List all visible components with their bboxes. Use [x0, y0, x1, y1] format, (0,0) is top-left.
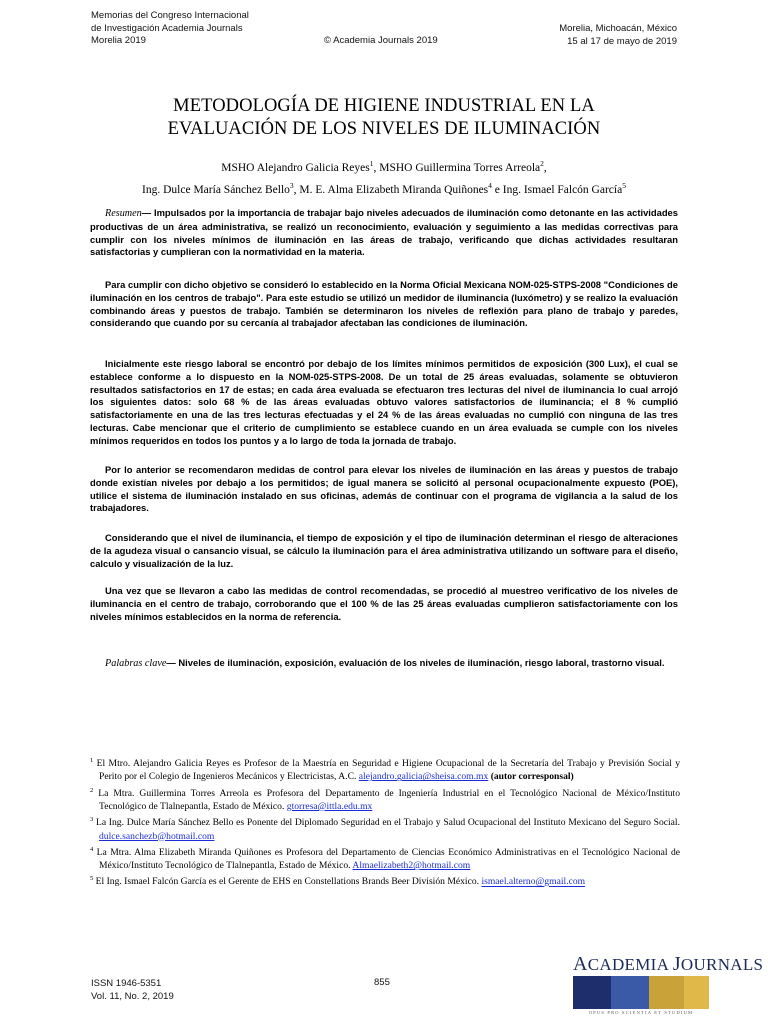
- footnotes: [90, 754, 680, 889]
- footnote-number: 3: [90, 816, 94, 824]
- title-line-2: EVALUACIÓN DE LOS NIVELES DE ILUMINACIÓN: [167, 119, 601, 139]
- keywords-lead: Palabras clave: [105, 658, 167, 669]
- footnote-number: 1: [90, 757, 94, 764]
- abstract-paragraph-5: Considerando que el nivel de iluminancia, el tiempo de exposición y el tipo de iluminación determinan el riesgo de alteraciones de la agudeza visual o cansancio visual, se cálculo la iluminación para el área administrativa utilizando un software para el diseño, calculo y visualización de la luz.: [90, 532, 678, 569]
- author-affiliation-mark: 5: [622, 180, 626, 190]
- footnote-number: 2: [90, 786, 94, 794]
- email-link[interactable]: dulce.sanchezb@hotmail.com: [99, 830, 215, 842]
- email-link[interactable]: gtorresa@ittla.edu.mx: [286, 800, 373, 812]
- logo-bar-segment: [611, 976, 649, 1009]
- running-header-left: [91, 10, 249, 48]
- keywords-text: — Niveles de iluminación, exposición, evaluación de los niveles de iluminación, riesgo laboral, trastorno visual.: [166, 657, 665, 668]
- email-link[interactable]: Almaelizabeth2@hotmail.com: [352, 860, 471, 872]
- paper-title: [60, 95, 708, 141]
- abstract-paragraph-3: Inicialmente este riesgo laboral se encontró por debajo de los límites mínimos permitidos de exposición (300 Lux), el cual se establece conforme a lo dispuesto en la NOM-025-STPS-2008. De un total de 25 áreas evaluadas, solamente se obtuvieron resultados satisfactorios en 17 de estas; en cada área evaluada se efectuaron tres lecturas del nivel de iluminancia lo cual arrojó los siguientes datos: solo 68 % de las áreas evaluadas obtuvo valores satisfactorios de iluminancia; el 8 % cumplió satisfactoriamente en una de las tres lecturas efectuadas y el 24 % de las áreas evaluadas no cumplió con ninguna de las tres lecturas. Cabe mencionar que el criterio de cumplimiento se establece cuando en un área evaluada se cumple con los niveles mínimos requeridos en todos los puntos y a lo largo de toda la jornada de trabajo.: [90, 358, 678, 446]
- title-line-1: METODOLOGÍA DE HIGIENE INDUSTRIAL EN LA: [173, 96, 595, 116]
- academia-journals-logo: [573, 953, 764, 1015]
- logo-color-bar: [573, 976, 709, 1009]
- header-line-1: Memorias del Congreso Internacional: [91, 10, 249, 21]
- abstract-text: — Impulsados por la importancia de trabajar bajo niveles adecuados de iluminación como detonante en las actividades productivas de un área administrativa, se realizó un reconocimiento, evaluación y seguimiento a las medidas correctivas para cumplir con los niveles mínimos de iluminación en las áreas de trabajo, verificando que dichas actividades resultaran satisfactorias y cumplieran con la normatividad en la materia.: [90, 207, 678, 258]
- authors-line-2: [60, 177, 708, 199]
- issn: ISSN 1946-5351: [91, 978, 162, 989]
- email-link[interactable]: ismael.alterno@gmail.com: [481, 876, 586, 888]
- footnote-text: La Ing. Dulce María Sánchez Bello es Ponente del Diplomado Seguridad en el Trabajo y Salud Ocupacional del Instituto Mexicano del Seguro Social.: [93, 817, 680, 829]
- footnote-5: [90, 872, 680, 888]
- author-name: Ing. Dulce María Sánchez Bello: [142, 183, 290, 196]
- header-dates: 15 al 17 de mayo de 2019: [567, 35, 677, 47]
- running-header-center: © Academia Journals 2019: [324, 35, 438, 46]
- footnote-2: [90, 784, 680, 814]
- author-name: e Ing. Ismael Falcón García: [491, 183, 623, 196]
- footnote-note: (autor corresponsal): [488, 771, 574, 783]
- volume-info: Vol. 11, No. 2, 2019: [91, 991, 174, 1002]
- abstract-paragraph-6: Una vez que se llevaron a cabo las medidas de control recomendadas, se procedió al muestreo verificativo de los niveles de iluminancia en el centro de trabajo, corroborando que el 100 % de las 25 áreas evaluadas cumplieron satisfactoriamente con los niveles mínimos establecidos en la norma de referencia.: [90, 585, 678, 622]
- footnote-3: [90, 813, 680, 843]
- author-list: [60, 155, 708, 199]
- abstract-paragraph-1: [90, 207, 678, 259]
- author-name: , M. E. Alma Elizabeth Miranda Quiñones: [293, 183, 489, 196]
- header-line-3: Morelia 2019: [91, 35, 146, 46]
- footnote-text: La Mtra. Guillermina Torres Arreola es Profesora del Departamento de Ingeniería Industrial en el Tecnológico Nacional de México/Instituto Tecnológico de Tlalnepantla, Estado de México.: [93, 787, 680, 812]
- email-link[interactable]: alejandro.galicia@sheisa.com.mx: [358, 771, 489, 783]
- author-affiliation-mark: 1: [369, 159, 374, 168]
- header-line-2: de Investigación Academia Journals: [91, 22, 243, 34]
- footnote-text: La Mtra. Alma Elizabeth Miranda Quiñones es Profesora del Departamento de Ciencias Económico Administrativas en el Tecnológico Nacional de México/Instituto Tecnológico de Tlalnepantla, Estado de México.: [93, 846, 680, 872]
- abstract-lead: Resumen: [105, 208, 142, 219]
- logo-bar-segment: [684, 976, 709, 1009]
- page-number: 855: [374, 977, 390, 988]
- footnote-number: 4: [90, 845, 94, 853]
- author-affiliation-mark: 4: [488, 180, 492, 190]
- abstract-paragraph-2: Para cumplir con dicho objetivo se consideró lo establecido en la Norma Oficial Mexicana NOM-025-STPS-2008 "Condiciones de iluminación en los centros de trabajo". Para este estudio se utilizó un medidor de iluminancia (luxómetro) y se realizo la evaluación combinando áreas y puestos de trabajo. También se determinaron los niveles de reflexión para plano de trabajo y paredes, considerando que cuando por su cercanía al trabajador afectaban las condiciones de iluminación.: [90, 279, 678, 329]
- running-header-right: [559, 23, 677, 48]
- footnote-text: El Ing. Ismael Falcón García es el Gerente de EHS en Constellations Brands Beer División México.: [93, 876, 482, 888]
- keywords-paragraph: [90, 657, 678, 671]
- logo-wordmark: ACADEMIA JOURNALS: [573, 953, 764, 975]
- logo-bar-segment: [649, 976, 684, 1009]
- logo-motto: OPUS PRO SCIENTIA ET STUDIUM: [588, 1010, 694, 1015]
- abstract-paragraph-4: Por lo anterior se recomendaron medidas de control para elevar los niveles de iluminación en las áreas y puestos de trabajo donde existían niveles por debajo a los permitidos; de igual manera se solicitó al personal ocupacionalmente expuesto (POE), utilice el sistema de iluminación instalado en sus oficinas, además de continuar con el programa de vigilancia a la salud de los trabajadores.: [90, 464, 678, 514]
- logo-bar-segment: [573, 976, 611, 1009]
- running-footer-left: [91, 977, 174, 1003]
- author-affiliation-mark: 3: [289, 180, 294, 190]
- footnote-text: El Mtro. Alejandro Galicia Reyes es Profesor de la Maestría en Seguridad e Higiene Ocupacional de la Secretaría del Trabajo y Previsión Social y Perito por el Colegio de Ingenieros Mecánicos y Electricistas, A.C.: [93, 758, 680, 783]
- footnote-4: [90, 843, 680, 873]
- footnote-number: 5: [90, 875, 94, 883]
- author-name: MSHO Alejandro Galicia Reyes: [221, 161, 370, 174]
- author-name: , MSHO Guillermina Torres Arreola: [373, 161, 541, 174]
- authors-line-1: MSHO Alejandro Galicia Reyes$^1$, MSHO Guillermina Torres Arreola$^2$,: [221, 159, 547, 174]
- header-location: Morelia, Michoacán, México: [559, 23, 677, 34]
- author-affiliation-mark: 2: [540, 159, 544, 168]
- footnote-1: [90, 754, 680, 784]
